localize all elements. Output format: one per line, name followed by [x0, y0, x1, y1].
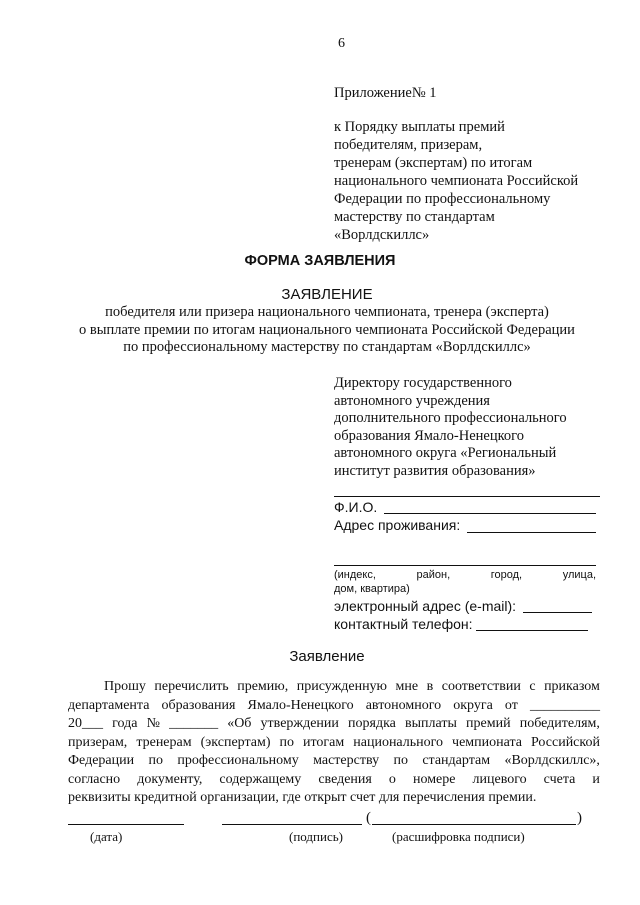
close-paren: )	[577, 810, 582, 826]
appendix-block	[334, 84, 578, 244]
header-line: о выплате премии по итогам национального чемпионата Российской Федерации	[79, 321, 575, 338]
signature-label: (подпись)	[289, 829, 343, 844]
appendix-line: Федерации по профессиональному	[334, 191, 551, 207]
paragraph-line: 20___ года № _______ «Об утверждении порядка выплаты премий победителям,	[68, 716, 600, 731]
addressee-block	[334, 375, 567, 480]
paragraph-line: реквизиты кредитной организации, где открыт счет для перечисления премии.	[68, 790, 537, 805]
body-title: Заявление	[289, 648, 365, 665]
addressee-line: институт развития образования»	[334, 462, 536, 479]
paragraph-line: департамента образования Ямало-Ненецкого автономного округа от __________	[68, 697, 600, 713]
date-label: (дата)	[90, 829, 123, 844]
signature-line[interactable]	[222, 824, 362, 825]
header-line: победителя или призера национального чемпионата, тренера (эксперта)	[105, 304, 549, 320]
paragraph-line: Прошу перечислить премию, присужденную мне в соответствии с приказом	[104, 679, 600, 694]
address-label: Адрес проживания:	[334, 517, 461, 533]
address-input-line[interactable]	[467, 532, 596, 533]
address-input-line-2[interactable]	[334, 565, 596, 566]
email-label: электронный адрес (e-mail):	[334, 598, 517, 614]
statement-paragraph	[68, 678, 600, 808]
fio-input-line[interactable]	[384, 513, 596, 514]
appendix-label: Приложение№ 1	[334, 85, 437, 101]
appendix-line: национального чемпионата Российской	[334, 173, 579, 189]
addressee-line: автономного учреждения	[334, 392, 490, 409]
header-subtitle	[0, 304, 640, 357]
header-title: ЗАЯВЛЕНИЕ	[281, 286, 373, 303]
appendix-line: «Ворлдскиллс»	[334, 227, 430, 243]
email-input-line[interactable]	[523, 612, 592, 613]
addressee-line: образования Ямало-Ненецкого	[334, 427, 524, 444]
paragraph-line: Федерации по профессиональному мастерству по стандартам «Ворлдскиллс»,	[68, 753, 600, 768]
decoding-label: (расшифровка подписи)	[392, 829, 525, 844]
fio-label: Ф.И.О.	[334, 499, 378, 515]
addressee-line: автономного округа «Региональный	[334, 445, 557, 461]
header-line: по профессиональному мастерству по стандартам «Ворлдскиллс»	[123, 339, 531, 355]
appendix-line: тренерам (экспертам) по итогам	[334, 155, 533, 171]
page-number: 6	[338, 36, 345, 51]
appendix-line: к Порядку выплаты премий	[334, 119, 505, 135]
open-paren: (	[366, 810, 371, 826]
phone-label: контактный телефон:	[334, 616, 473, 632]
form-title: ФОРМА ЗАЯВЛЕНИЯ	[244, 253, 396, 269]
address-hint-2: дом, квартира)	[334, 583, 410, 595]
appendix-line: победителям, призерам,	[334, 137, 483, 153]
date-line[interactable]	[68, 824, 184, 825]
paragraph-line: призерам, тренерам (экспертам) по итогам национального чемпионата Российской	[68, 734, 600, 750]
phone-input-line[interactable]	[476, 630, 588, 631]
address-hint: (индекс, район, город, улица,	[334, 569, 596, 581]
appendix-line: мастерству по стандартам	[334, 209, 495, 225]
addressee-line: Директору государственного	[334, 375, 512, 391]
addressee-line: дополнительного профессионального	[334, 410, 567, 426]
decoding-line[interactable]	[372, 824, 576, 825]
blank-line[interactable]	[334, 496, 600, 497]
paragraph-line: согласно документу, содержащему сведения о номере лицевого счета и	[68, 771, 600, 787]
